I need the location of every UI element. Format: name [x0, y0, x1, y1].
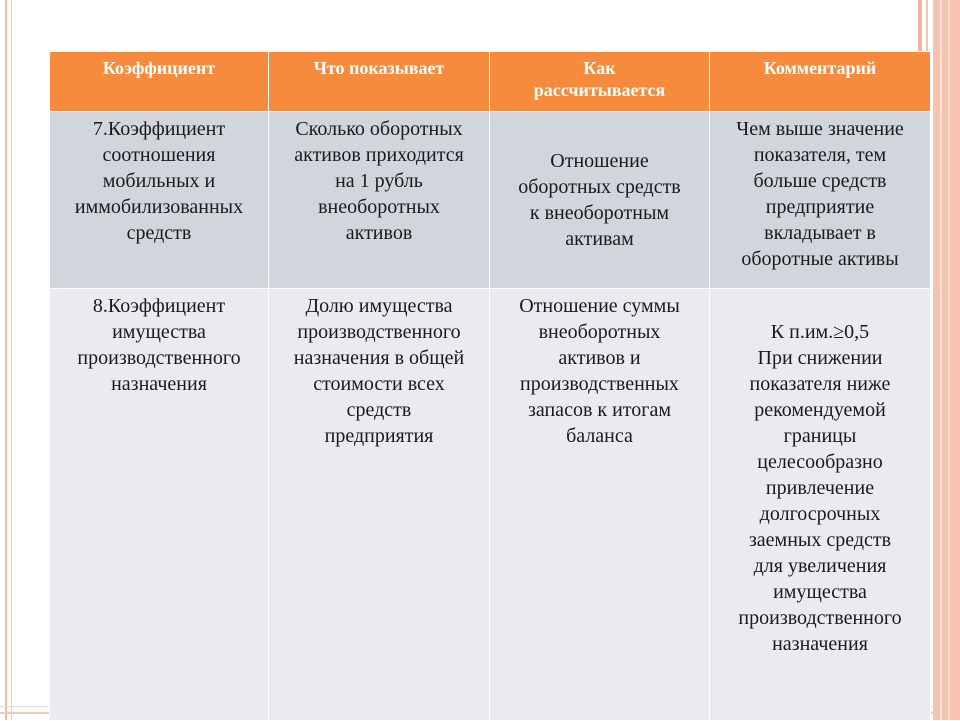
table-row: [50, 112, 931, 289]
table-header-row: [50, 52, 931, 112]
decor-stripe-5: [948, 0, 950, 720]
cell-shows: Сколько оборотных активов приходится на 1 рубль внеоборотных активов: [269, 112, 490, 289]
decor-stripe-4: [940, 0, 942, 720]
cell-comment: Чем выше значение показателя, тем больше средств предприятие вкладывает в оборотные активы: [710, 112, 931, 289]
header-comment: Комментарий: [710, 52, 931, 112]
header-how-calculated: Как рассчитывается: [490, 52, 710, 112]
cell-shows: Долю имущества производственного назначения в общей стоимости всех средств предприятия: [269, 289, 490, 721]
cell-name: 8.Коэффициент имущества производственного назначения: [50, 289, 269, 721]
header-what-shows: Что показывает: [269, 52, 490, 112]
decor-stripe-3: [933, 0, 960, 720]
table-row: [50, 289, 931, 721]
coefficients-table: [49, 51, 931, 721]
cell-name: 7.Коэффициент соотношения мобильных и иммобилизованных средств: [50, 112, 269, 289]
frame-line-left: [5, 0, 7, 720]
cell-calc: Отношение оборотных средств к внеоборотным активам: [490, 112, 710, 289]
header-coefficient: Коэффициент: [50, 52, 269, 112]
cell-calc: Отношение суммы внеоборотных активов и производственных запасов к итогам баланса: [490, 289, 710, 721]
cell-comment: К п.им.≥0,5 При снижении показателя ниже рекомендуемой границы целесообразно привлечение долгосрочных заемных средств для увеличения имущества производственного назначения: [710, 289, 931, 721]
frame-line-left-inner: [11, 0, 12, 720]
